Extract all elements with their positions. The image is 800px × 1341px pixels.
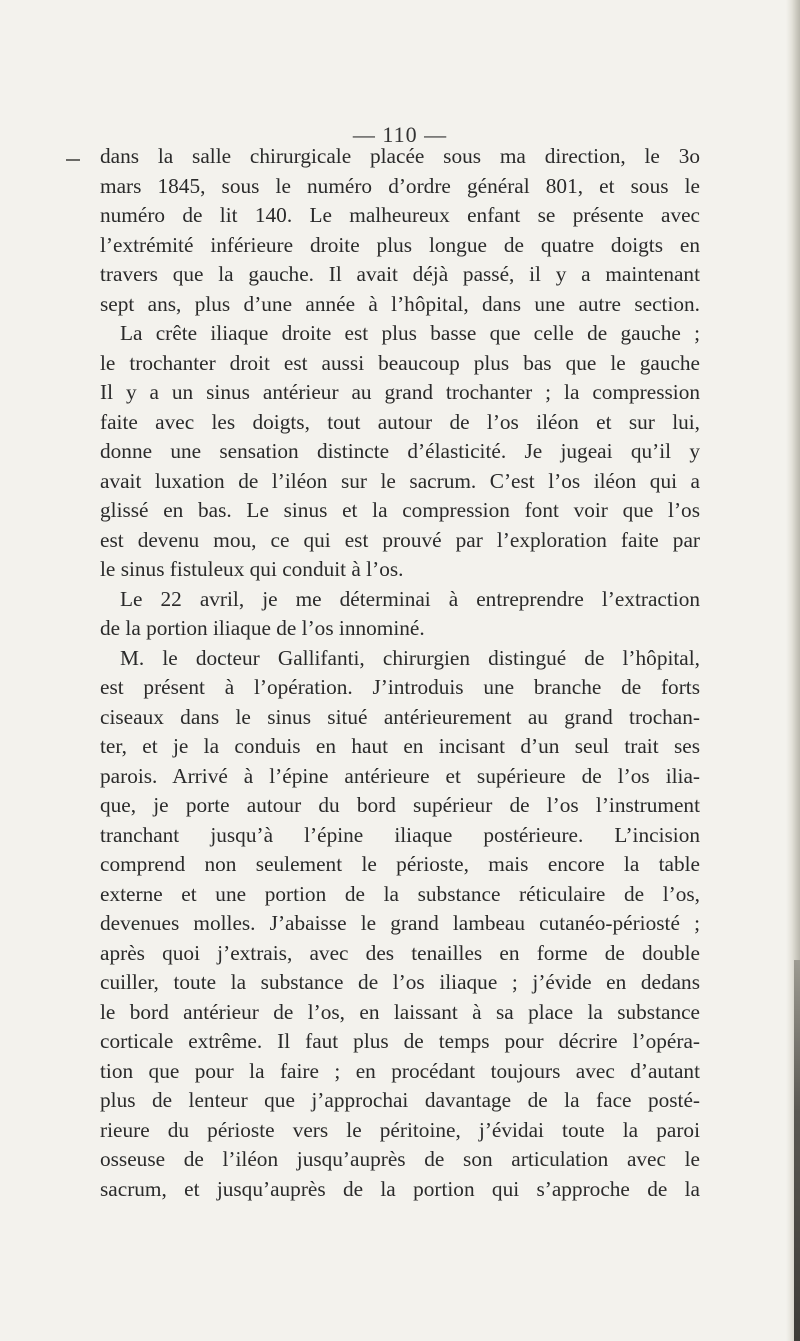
text-line: avait luxation de l’iléon sur le sacrum. C’est l’os iléon qui a — [100, 468, 700, 493]
text-line: ciseaux dans le sinus situé antérieurement au grand trochan- — [100, 704, 700, 729]
text-line: est présent à l’opération. J’introduis une branche de forts — [100, 675, 700, 699]
text-line: cuiller, toute la substance de l’os iliaque ; j’évide en dedans — [100, 970, 700, 994]
text-line: devenues molles. J’abaisse le grand lambeau cutanéo-périosté ; — [100, 911, 700, 935]
text-line: après quoi j’extrais, avec des tenailles en forme de double — [100, 940, 700, 965]
text-line: sept ans, plus d’une année à l’hôpital, dans une autre section. — [100, 291, 700, 316]
text-line: Il y a un sinus antérieur au grand trochanter ; la compression — [100, 380, 700, 404]
body-text — [100, 142, 700, 1204]
text-line: tranchant jusqu’à l’épine iliaque postérieure. L’incision — [100, 822, 700, 847]
text-line: l’extrémité inférieure droite plus longue de quatre doigts en — [100, 232, 700, 257]
text-line: mars 1845, sous le numéro d’ordre général 801, et sous le — [100, 173, 700, 198]
text-line: tion que pour la faire ; en procédant toujours avec d’autant — [100, 1058, 700, 1083]
text-line: travers que la gauche. Il avait déjà passé, il y a maintenant — [100, 262, 700, 286]
text-line: faite avec les doigts, tout autour de l’os iléon et sur lui, — [100, 409, 700, 434]
text-line: osseuse de l’iléon jusqu’auprès de son articulation avec le — [100, 1147, 700, 1171]
text-line: M. le docteur Gallifanti, chirurgien distingué de l’hôpital, — [120, 645, 700, 670]
text-line: rieure du périoste vers le péritoine, j’évidai toute la paroi — [100, 1117, 700, 1142]
text-line: plus de lenteur que j’approchai davantage de la face posté- — [100, 1088, 700, 1112]
text-line: est devenu mou, ce qui est prouvé par l’exploration faite par — [100, 527, 700, 552]
text-line: que, je porte autour du bord supérieur de l’os l’instrument — [100, 793, 700, 817]
text-line: externe et une portion de la substance réticulaire de l’os, — [100, 881, 700, 906]
page-edge-binding — [794, 960, 800, 1341]
text-line: le sinus fistuleux qui conduit à l’os. — [100, 557, 404, 581]
text-line: de la portion iliaque de l’os innominé. — [100, 616, 425, 640]
text-line: La crête iliaque droite est plus basse que celle de gauche ; — [120, 321, 700, 345]
text-line: glissé en bas. Le sinus et la compression font voir que l’os — [100, 498, 700, 522]
margin-mark — [66, 159, 80, 161]
text-line: le trochanter droit est aussi beaucoup plus bas que le gauche — [100, 350, 700, 375]
text-line: le bord antérieur de l’os, en laissant à sa place la substance — [100, 999, 700, 1024]
text-line: ter, et je la conduis en haut en incisant d’un seul trait ses — [100, 734, 700, 758]
text-line: numéro de lit 140. Le malheureux enfant se présente avec — [100, 203, 700, 227]
text-line: dans la salle chirurgicale placée sous ma direction, le 3o — [100, 144, 700, 168]
text-line: donne une sensation distincte d’élasticité. Je jugeai qu’il y — [100, 439, 700, 463]
text-line: comprend non seulement le périoste, mais encore la table — [100, 852, 700, 876]
text-line: sacrum, et jusqu’auprès de la portion qui s’approche de la — [100, 1176, 700, 1201]
text-line: Le 22 avril, je me déterminai à entreprendre l’extraction — [120, 586, 700, 611]
text-line: parois. Arrivé à l’épine antérieure et supérieure de l’os ilia- — [100, 763, 700, 788]
page-number: — 110 — — [352, 122, 448, 147]
text-line: corticale extrême. Il faut plus de temps pour décrire l’opéra- — [100, 1029, 700, 1053]
